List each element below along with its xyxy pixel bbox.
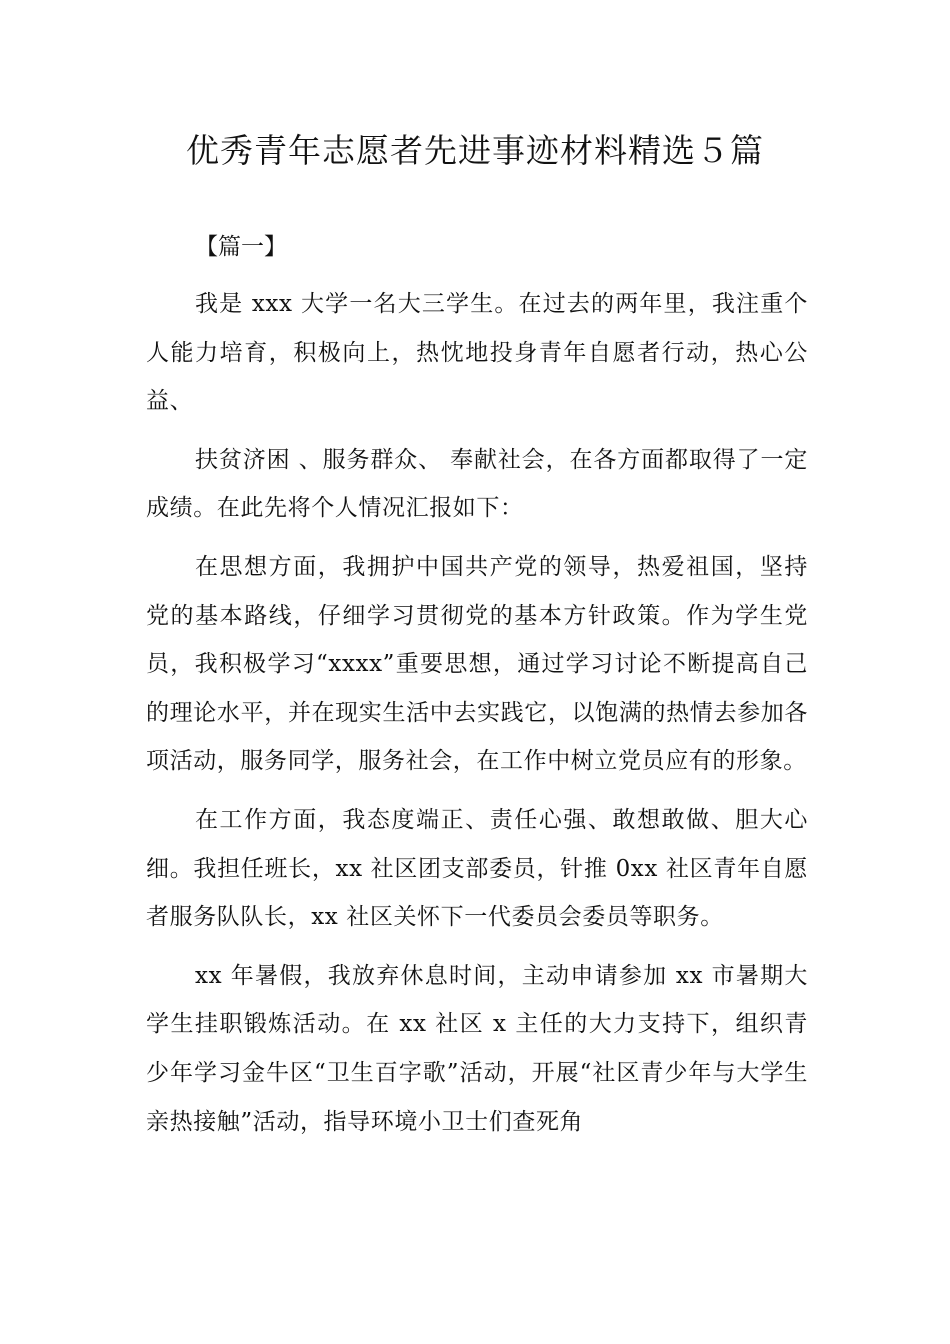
paragraph: 在思想方面，我拥护中国共产党的领导，热爱祖国，坚持党的基本路线，仔细学习贯彻党的基本方针政策。作为学生党员，我积极学习“xxxx”重要思想，通过学习讨论不断提高自己的理论水平，并在现实生活中去实践它，以饱满的热情去参加各项活动，服务同学，服务社会，在工作中树立党员应有的形象。: [146, 553, 808, 775]
paragraph: 扶贫济困 、服务群众、 奉献社会，在各方面都取得了一定成绩。在此先将个人情况汇报如下：: [146, 446, 808, 522]
paragraph: 我是 xxx 大学一名大三学生。在过去的两年里，我注重个人能力培育，积极向上，热忱地投身青年自愿者行动，热心公益、: [146, 291, 808, 415]
paragraph: 在工作方面，我态度端正、责任心强、敢想敢做、胆大心细。我担任班长，xx 社区团支部委员，针推 0xx 社区青年自愿者服务队队长，xx 社区关怀下一代委员会委员等职务。: [146, 806, 808, 931]
paragraph: xx 年暑假，我放弃休息时间，主动申请参加 xx 市暑期大学生挂职锻炼活动。在 xx 社区 x 主任的大力支持下，组织青少年学习金牛区“卫生百字歌”活动，开展“社区青少年与大学生亲热接触”活动，指导环境小卫士们查死角: [146, 962, 808, 1135]
document-body: [146, 280, 808, 1156]
section-heading: 【篇一】: [195, 234, 287, 260]
document-title: 优秀青年志愿者先进事迹材料精选５篇: [186, 131, 764, 170]
